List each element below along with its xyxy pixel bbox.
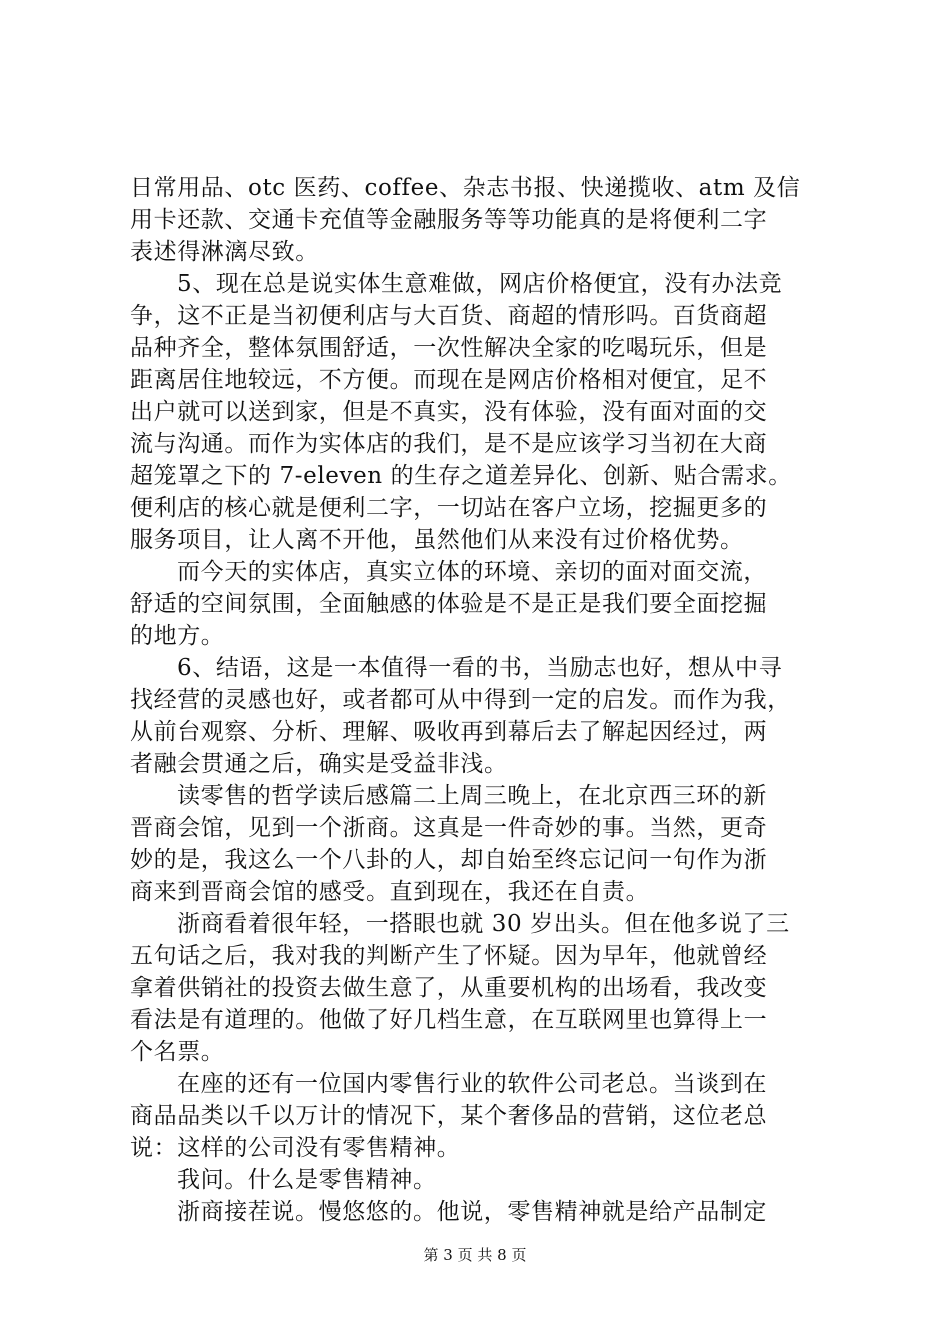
text-line: 便利店的核心就是便利二字，一切站在客户立场，挖掘更多的 xyxy=(130,495,768,521)
text-line: 浙商接茬说。慢悠悠的。他说，零售精神就是给产品制定 xyxy=(177,1199,767,1225)
text-line: 流与沟通。而作为实体店的我们，是不是应该学习当初在大商 xyxy=(130,431,768,457)
text-line: 看法是有道理的。他做了好几档生意，在互联网里也算得上一 xyxy=(130,1007,768,1033)
text-line: 从前台观察、分析、理解、吸收再到幕后去了解起因经过，两 xyxy=(130,719,768,745)
text-line: 个名票。 xyxy=(130,1039,225,1065)
text-line: 找经营的灵感也好，或者都可从中得到一定的启发。而作为我， xyxy=(130,687,791,713)
text-line: 舒适的空间氛围，全面触感的体验是不是正是我们要全面挖掘 xyxy=(130,591,768,617)
text-line: 者融会贯通之后，确实是受益非浅。 xyxy=(130,751,508,777)
text-line: 浙商看着很年轻，一搭眼也就 30 岁出头。但在他多说了三 xyxy=(177,911,790,937)
text-line: 读零售的哲学读后感篇二上周三晚上，在北京西三环的新 xyxy=(177,783,767,809)
text-line: 日常用品、otc 医药、coffee、杂志书报、快递揽收、atm 及信 xyxy=(130,175,801,201)
body-text xyxy=(130,172,835,1228)
text-line: 商来到晋商会馆的感受。直到现在，我还在自责。 xyxy=(130,879,650,905)
text-line: 表述得淋漓尽致。 xyxy=(130,239,319,265)
text-line: 6、结语，这是一本值得一看的书，当励志也好，想从中寻 xyxy=(177,655,783,681)
text-line: 服务项目，让人离不开他，虽然他们从来没有过价格优势。 xyxy=(130,527,744,553)
text-line: 而今天的实体店，真实立体的环境、亲切的面对面交流， xyxy=(177,559,767,585)
text-line: 说：这样的公司没有零售精神。 xyxy=(130,1135,461,1161)
text-line: 用卡还款、交通卡充值等金融服务等等功能真的是将便利二字 xyxy=(130,207,768,233)
text-line: 超笼罩之下的 7-eleven 的生存之道差异化、创新、贴合需求。 xyxy=(130,463,792,489)
text-line: 品种齐全，整体氛围舒适，一次性解决全家的吃喝玩乐，但是 xyxy=(130,335,768,361)
text-line: 出户就可以送到家，但是不真实，没有体验，没有面对面的交 xyxy=(130,399,768,425)
text-line: 晋商会馆，见到一个浙商。这真是一件奇妙的事。当然，更奇 xyxy=(130,815,768,841)
text-line: 争，这不正是当初便利店与大百货、商超的情形吗。百货商超 xyxy=(130,303,768,329)
text-line: 5、现在总是说实体生意难做，网店价格便宜，没有办法竞 xyxy=(177,271,783,297)
text-line: 在座的还有一位国内零售行业的软件公司老总。当谈到在 xyxy=(177,1071,767,1097)
text-line: 妙的是，我这么一个八卦的人，却自始至终忘记问一句作为浙 xyxy=(130,847,768,873)
text-line: 商品品类以千以万计的情况下，某个奢侈品的营销，这位老总 xyxy=(130,1103,768,1129)
text-line: 距离居住地较远，不方便。而现在是网店价格相对便宜，足不 xyxy=(130,367,768,393)
text-line: 我问。什么是零售精神。 xyxy=(177,1167,437,1193)
page-footer: 第 3 页 共 8 页 xyxy=(423,1246,527,1264)
text-line: 五句话之后，我对我的判断产生了怀疑。因为早年，他就曾经 xyxy=(130,943,768,969)
text-line: 的地方。 xyxy=(130,623,225,649)
text-line: 拿着供销社的投资去做生意了，从重要机构的出场看，我改变 xyxy=(130,975,768,1001)
